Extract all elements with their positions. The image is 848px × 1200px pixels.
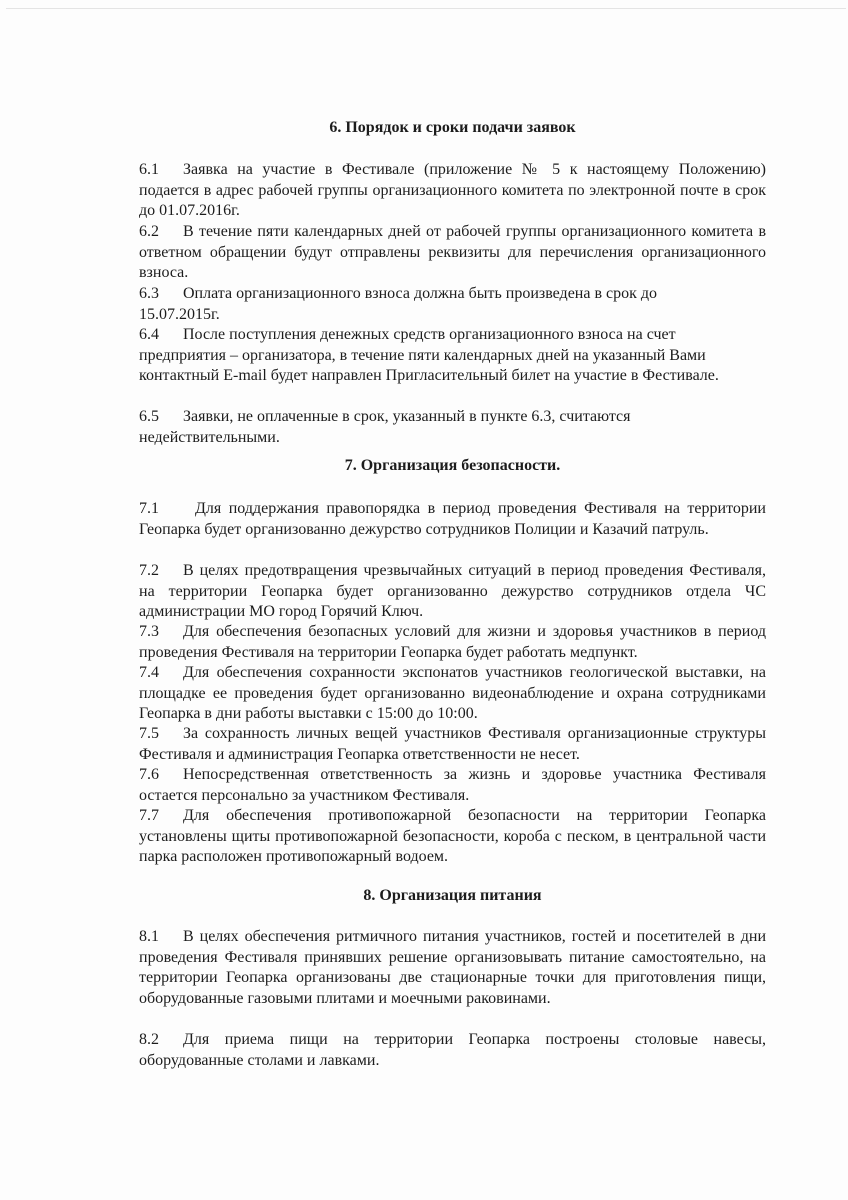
- item-text: Для обеспечения безопасных условий для жизни и здоровья участников в период проведения Фестиваля на территории Геопарка будет работать медпункт.: [139, 623, 766, 661]
- item-number: 8.1: [139, 928, 159, 945]
- scan-edge-line: [6, 8, 846, 9]
- paragraph-8-2: [139, 1030, 766, 1071]
- section-8-heading: 8. Организация питания: [363, 887, 542, 904]
- item-text: В течение пяти календарных дней от рабочей группы организационного комитета в ответном обращении будут отправлены реквизиты для перечисления организационного взноса.: [139, 223, 766, 282]
- item-number: 7.5: [139, 725, 159, 742]
- item-text: В целях обеспечения ритмичного питания участников, гостей и посетителей в дни проведения Фестиваля принявших решение организовывать питание самостоятельно, на территории Геопарка организованы две стационарные точки для приготовления пищи, оборудованные газовыми плитами и моечными раковинами.: [139, 928, 766, 1007]
- item-number: 6.2: [139, 223, 159, 240]
- paragraph-6-2: [139, 222, 766, 284]
- item-number: 6.1: [139, 161, 159, 178]
- paragraph-7-1: [139, 499, 766, 540]
- paragraph-7-6: [139, 765, 766, 806]
- item-number: 6.4: [139, 326, 159, 343]
- item-text: Для обеспечения сохранности экспонатов участников геологической выставки, на площадке ее проведения будет организованно видеонаблюдение и охрана сотрудниками Геопарка в дни работы выставки с 15:00 до 10:00.: [139, 664, 766, 723]
- item-number: 7.6: [139, 766, 159, 783]
- item-number: 6.5: [139, 408, 159, 425]
- section-7-heading: 7. Организация безопасности.: [344, 457, 561, 474]
- item-number: 6.3: [139, 285, 159, 302]
- paragraph-8-1: [139, 927, 766, 1009]
- item-text: Для поддержания правопорядка в период проведения Фестиваля на территории Геопарка будет организованно дежурство сотрудников Полиции и Казачий патруль.: [139, 500, 766, 538]
- item-text: После поступления денежных средств организационного взноса на счет предприятия – организатора, в течение пяти календарных дней на указанный Вами контактный E-mail будет направлен Пригласительный билет на участие в Фестивале.: [139, 326, 719, 385]
- paragraph-6-4: [139, 325, 739, 387]
- item-text: За сохранность личных вещей участников Фестиваля организационные структуры Фестиваля и администрация Геопарка ответственности не несет.: [139, 725, 766, 763]
- item-text: Для обеспечения противопожарной безопасности на территории Геопарка установлены щиты противопожарной безопасности, короба с песком, в центральной части парка расположен противопожарный водоем.: [139, 807, 766, 866]
- item-text: В целях предотвращения чрезвычайных ситуаций в период проведения Фестиваля, на территории Геопарка будет организованно дежурство сотрудников отдела ЧС администрации МО город Горячий Ключ.: [139, 562, 766, 621]
- paragraph-7-3: [139, 622, 766, 663]
- item-number: 7.2: [139, 562, 159, 579]
- item-number: 7.3: [139, 623, 159, 640]
- item-number: 8.2: [139, 1031, 159, 1048]
- paragraph-7-4: [139, 663, 766, 725]
- paragraph-6-5: [139, 407, 699, 448]
- item-number: 7.1: [139, 500, 159, 517]
- paragraph-6-3: [139, 284, 729, 325]
- paragraph-7-5: [139, 724, 766, 765]
- paragraph-7-2: [139, 561, 766, 623]
- item-text: Оплата организационного взноса должна быть произведена в срок до 15.07.2015г.: [139, 285, 658, 323]
- item-text: Для приема пищи на территории Геопарка построены столовые навесы, оборудованные столами и лавками.: [139, 1031, 766, 1069]
- item-number: 7.7: [139, 807, 159, 824]
- paragraph-6-1: [139, 160, 766, 222]
- item-number: 7.4: [139, 664, 159, 681]
- item-text: Непосредственная ответственность за жизнь и здоровье участника Фестиваля остается персонально за участником Фестиваля.: [139, 766, 766, 804]
- item-text: Заявка на участие в Фестивале (приложение № 5 к настоящему Положению) подается в адрес рабочей группы организационного комитета по электронной почте в срок до 01.07.2016г.: [139, 161, 766, 220]
- section-6-heading: 6. Порядок и сроки подачи заявок: [329, 119, 576, 136]
- item-text: Заявки, не оплаченные в срок, указанный в пункте 6.3, считаются недействительными.: [139, 408, 631, 446]
- paragraph-7-7: [139, 806, 766, 868]
